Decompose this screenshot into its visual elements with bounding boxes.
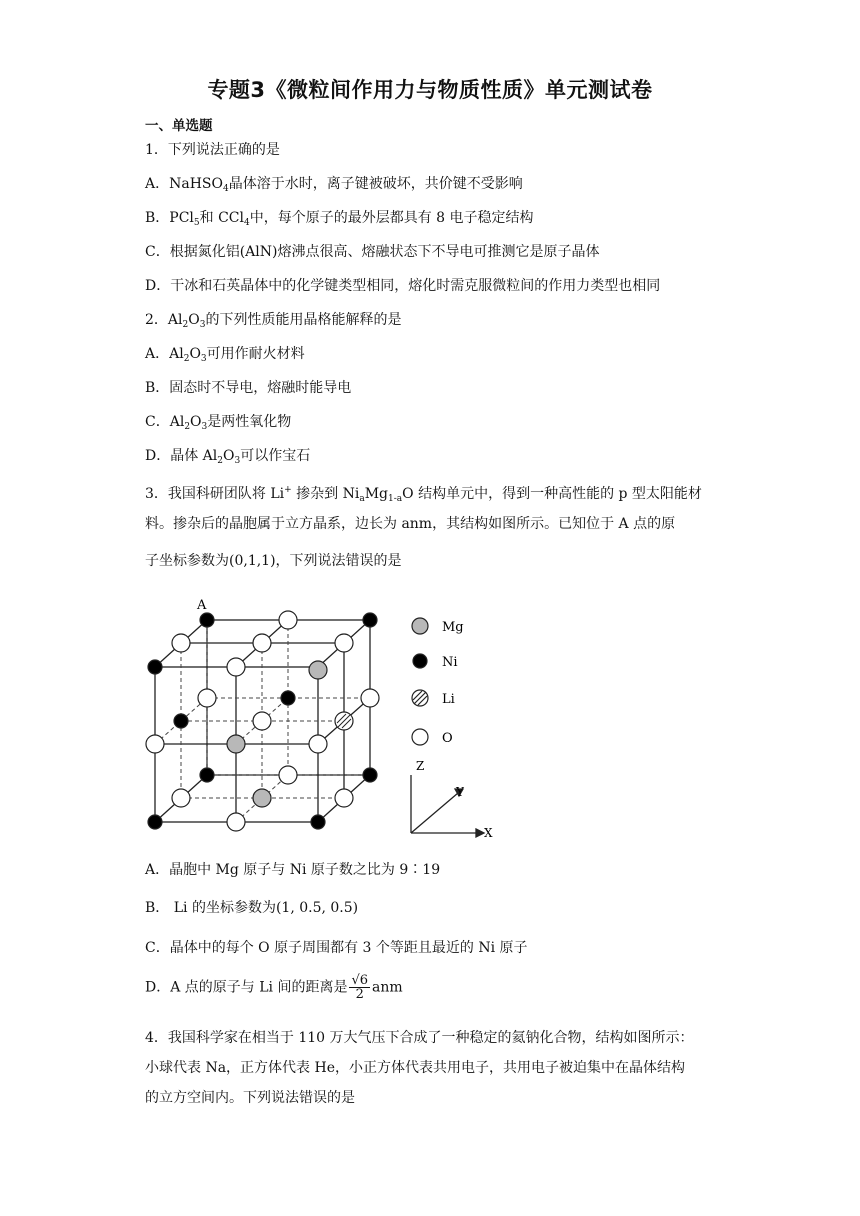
q3-stem-line2: 料。掺杂后的晶胞属于立方晶系，边长为 anm，其结构如图所示。已知位于 A 点的原 — [145, 516, 676, 532]
o-atom — [227, 813, 245, 831]
o-atom — [172, 634, 190, 652]
q2-option-c: C．$Al_2O_3$是两性氧化物 — [145, 414, 292, 432]
q3-option-b: B． Li 的坐标参数为(1, 0.5, 0.5) — [145, 900, 359, 916]
q1-option-d: D．干冰和石英晶体中的化学键类型相同，熔化时需克服微粒间的作用力类型也相同 — [145, 278, 661, 294]
q2-option-a: A．$Al_2O_3$可用作耐火材料 — [145, 346, 305, 364]
o-atom — [309, 735, 327, 753]
legend-o-marker — [412, 729, 428, 745]
ni-atom — [363, 613, 377, 627]
o-atom — [253, 634, 271, 652]
o-atom — [279, 766, 297, 784]
point-a-label: A — [197, 598, 207, 613]
legend-ni-marker — [413, 654, 427, 668]
section-heading: 一、单选题 — [145, 118, 213, 134]
ni-atom — [148, 660, 162, 674]
q4-stem-line1: 4．我国科学家在相当于 110 万大气压下合成了一种稳定的氦钠化合物，结构如图所示： — [145, 1030, 694, 1046]
q3-option-c: C．晶体中的每个 O 原子周围都有 3 个等距且最近的 Ni 原子 — [145, 940, 528, 956]
page-title: 专题3《微粒间作用力与物质性质》单元测试卷 — [207, 78, 653, 102]
ni-atom — [148, 815, 162, 829]
q4-stem-line3: 的立方空间内。下列说法错误的是 — [145, 1090, 355, 1106]
q1-option-b: B．PCl$_5$和 CCl$_4$中，每个原子的最外层都具有 8 电子稳定结构 — [145, 210, 534, 228]
o-atom — [279, 611, 297, 629]
legend-ni-label: Ni — [442, 655, 458, 670]
o-atom — [227, 658, 245, 676]
atoms-group — [146, 611, 379, 831]
axes-gizmo — [411, 775, 484, 837]
legend-li-label: Li — [442, 692, 455, 707]
legend-o-label: O — [442, 731, 453, 746]
o-atom — [335, 634, 353, 652]
q2-stem: 2．$Al_2O_3$的下列性质能用晶格能解释的是 — [145, 312, 402, 330]
legend — [412, 618, 428, 745]
ni-atom — [200, 768, 214, 782]
q3-stem-line3: 子坐标参数为(0,1,1)，下列说法错误的是 — [145, 553, 402, 569]
legend-mg-label: Mg — [442, 620, 464, 635]
axis-z-label: Z — [416, 759, 425, 773]
o-atom — [253, 712, 271, 730]
ni-atom — [174, 714, 188, 728]
q2-option-b: B．固态时不导电，熔融时能导电 — [145, 380, 352, 396]
ni-atom — [363, 768, 377, 782]
o-atom — [146, 735, 164, 753]
legend-mg-marker — [412, 618, 428, 634]
axis-y-label: Y — [456, 785, 464, 799]
axis-x-label: X — [484, 826, 493, 840]
crystal-cell-figure — [140, 590, 510, 845]
mg-atom — [227, 735, 245, 753]
o-atom — [335, 789, 353, 807]
q3-option-a: A．晶胞中 Mg 原子与 Ni 原子数之比为 9∶19 — [145, 862, 441, 878]
ni-atom — [311, 815, 325, 829]
q1-stem: 1．下列说法正确的是 — [145, 142, 280, 158]
o-atom — [172, 789, 190, 807]
o-atom — [361, 689, 379, 707]
q1-option-c: C．根据氮化铝(AlN)熔沸点很高、熔融状态下不导电可推测它是原子晶体 — [145, 244, 600, 260]
mg-atom — [253, 789, 271, 807]
ni-atom — [200, 613, 214, 627]
q2-option-d: D．晶体 $Al_2O_3$可以作宝石 — [145, 448, 311, 466]
o-atom — [198, 689, 216, 707]
q4-stem-line2: 小球代表 Na，正方体代表 He，小正方体代表共用电子，共用电子被迫集中在晶体结构 — [145, 1060, 685, 1076]
q1-option-a: A．NaHSO$_4$晶体溶于水时，离子键被破坏，共价键不受影响 — [145, 176, 523, 194]
q3-stem-line1: 3．我国科研团队将 Li+ 掺杂到 $Ni_aMg_{1-a}O$ 结构单元中，得到一种高性能的 p 型太阳能材 — [145, 485, 702, 504]
fraction: $\frac{√6}{2}$ — [351, 973, 369, 1002]
mg-atom — [309, 661, 327, 679]
q3-option-d: D．A 点的原子与 Li 间的距离是 $\frac{√6}{2}$ anm — [145, 973, 403, 1002]
ni-atom — [281, 691, 295, 705]
